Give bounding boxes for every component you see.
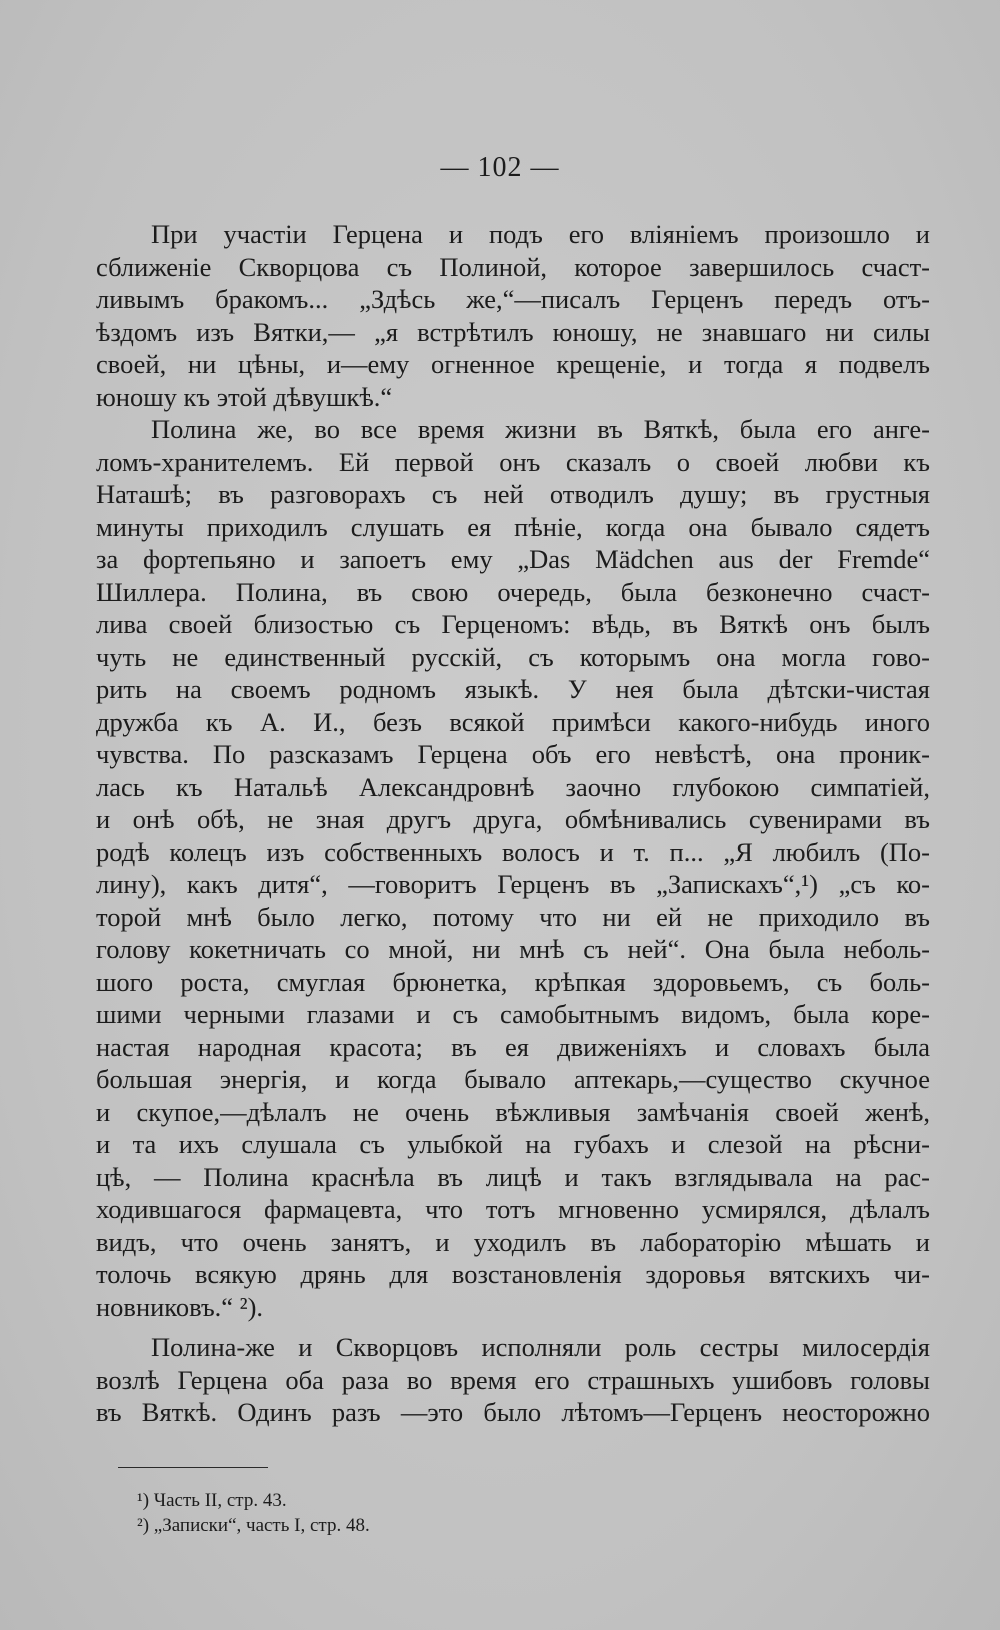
- text-line: ходившагося фармацевта, что тотъ мгновенно усмирялся, дѣлалъ: [96, 1194, 930, 1224]
- text-line: лива своей близостью съ Герценомъ: вѣдь, въ Вяткѣ онъ былъ: [96, 609, 930, 639]
- text-line: сближеніе Скворцова съ Полиной, которое завершилось счаст-: [96, 251, 930, 282]
- text-line: большая энергія, и когда бывало аптекарь,—существо скучное: [96, 1064, 930, 1094]
- text-line: дружба къ А. И., безъ всякой примѣси какого-нибудь иного: [96, 706, 930, 737]
- body-text: [96, 218, 930, 1429]
- text-line: лину), какъ дитя“, —говоритъ Герценъ въ „Запискахъ“,¹) „съ ко-: [96, 869, 930, 899]
- text-line: При участіи Герцена и подъ его вліяніемъ произошло и: [151, 219, 930, 249]
- text-line: ѣздомъ изъ Вятки,— „я встрѣтилъ юношу, не знавшаго ни силы: [96, 316, 930, 347]
- text-line: и та ихъ слушала съ улыбкой на губахъ и слезой на рѣсни-: [96, 1129, 930, 1159]
- text-line: новниковъ.“ ²).: [96, 1291, 264, 1322]
- text-line: ломъ-хранителемъ. Ей первой онъ сказалъ о своей любви къ: [96, 446, 930, 477]
- paragraph-2: [96, 413, 930, 1323]
- text-line: и онѣ обѣ, не зная другъ друга, обмѣнивались сувенирами въ: [96, 804, 930, 834]
- text-line: ливымъ бракомъ... „Здѣсь же,“—писалъ Герценъ передъ отъ-: [96, 284, 930, 314]
- text-line: возлѣ Герцена оба раза во время его страшныхъ ушибовъ головы: [96, 1364, 930, 1395]
- paragraph-3: [96, 1331, 930, 1429]
- footnote-divider: [118, 1467, 268, 1468]
- text-line: толочь всякую дрянь для возстановленія здоровья вятскихъ чи-: [96, 1259, 930, 1289]
- text-line: Полина же, во все время жизни въ Вяткѣ, была его анге-: [151, 414, 930, 444]
- text-line: Полина-же и Скворцовъ исполняли роль сестры милосердія: [151, 1332, 930, 1362]
- text-line: родѣ колецъ изъ собственныхъ волосъ и т. п... „Я любилъ (По-: [96, 836, 930, 867]
- text-line: настая народная красота; въ ея движеніяхъ и словахъ была: [96, 1031, 930, 1062]
- text-line: цѣ, — Полина краснѣла въ лицѣ и такъ взглядывала на рас-: [96, 1161, 930, 1192]
- text-line: шого роста, смуглая брюнетка, крѣпкая здоровьемъ, съ боль-: [96, 966, 930, 997]
- page-number: — 102 —: [440, 152, 560, 183]
- text-line: въ Вяткѣ. Одинъ разъ —это было лѣтомъ—Герценъ неосторожно: [96, 1397, 930, 1427]
- paragraph-1: [96, 218, 930, 413]
- text-line: рить на своемъ родномъ языкѣ. У нея была дѣтски-чистая: [96, 674, 930, 704]
- text-line: своей, ни цѣны, и—ему огненное крещеніе, и тогда я подвелъ: [96, 349, 930, 379]
- text-line: за фортепьяно и запоетъ ему „Das Mädchen aus der Fremde“: [96, 544, 930, 574]
- text-line: юношу къ этой дѣвушкѣ.“: [96, 381, 393, 412]
- text-line: Шиллера. Полина, въ свою очередь, была безконечно счаст-: [96, 576, 930, 607]
- text-line: видъ, что очень занятъ, и уходилъ въ лабораторію мѣшать и: [96, 1226, 930, 1257]
- footnote-1: ¹) Часть II, стр. 43.: [137, 1490, 287, 1511]
- text-line: шими черными глазами и съ самобытнымъ видомъ, была коре-: [96, 999, 930, 1029]
- text-line: чувства. По разсказамъ Герцена объ его невѣстѣ, она проник-: [96, 739, 930, 769]
- text-line: торой мнѣ было легко, потому что ни ей не приходило въ: [96, 901, 930, 932]
- text-line: голову кокетничать со мной, ни мнѣ съ ней“. Она была неболь-: [96, 934, 930, 964]
- footnote-2: ²) „Записки“, часть I, стр. 48.: [137, 1515, 370, 1536]
- text-line: Наташѣ; въ разговорахъ съ ней отводилъ душу; въ грустныя: [96, 479, 930, 509]
- footnotes: [137, 1488, 370, 1538]
- text-line: лась къ Натальѣ Александровнѣ заочно глубокою симпатіей,: [96, 771, 930, 802]
- text-line: чуть не единственный русскій, съ которымъ она могла гово-: [96, 641, 930, 672]
- text-line: и скупое,—дѣлалъ не очень вѣжливыя замѣчанія своей женѣ,: [96, 1096, 930, 1127]
- text-line: минуты приходилъ слушать ея пѣніе, когда она бывало сядетъ: [96, 511, 930, 542]
